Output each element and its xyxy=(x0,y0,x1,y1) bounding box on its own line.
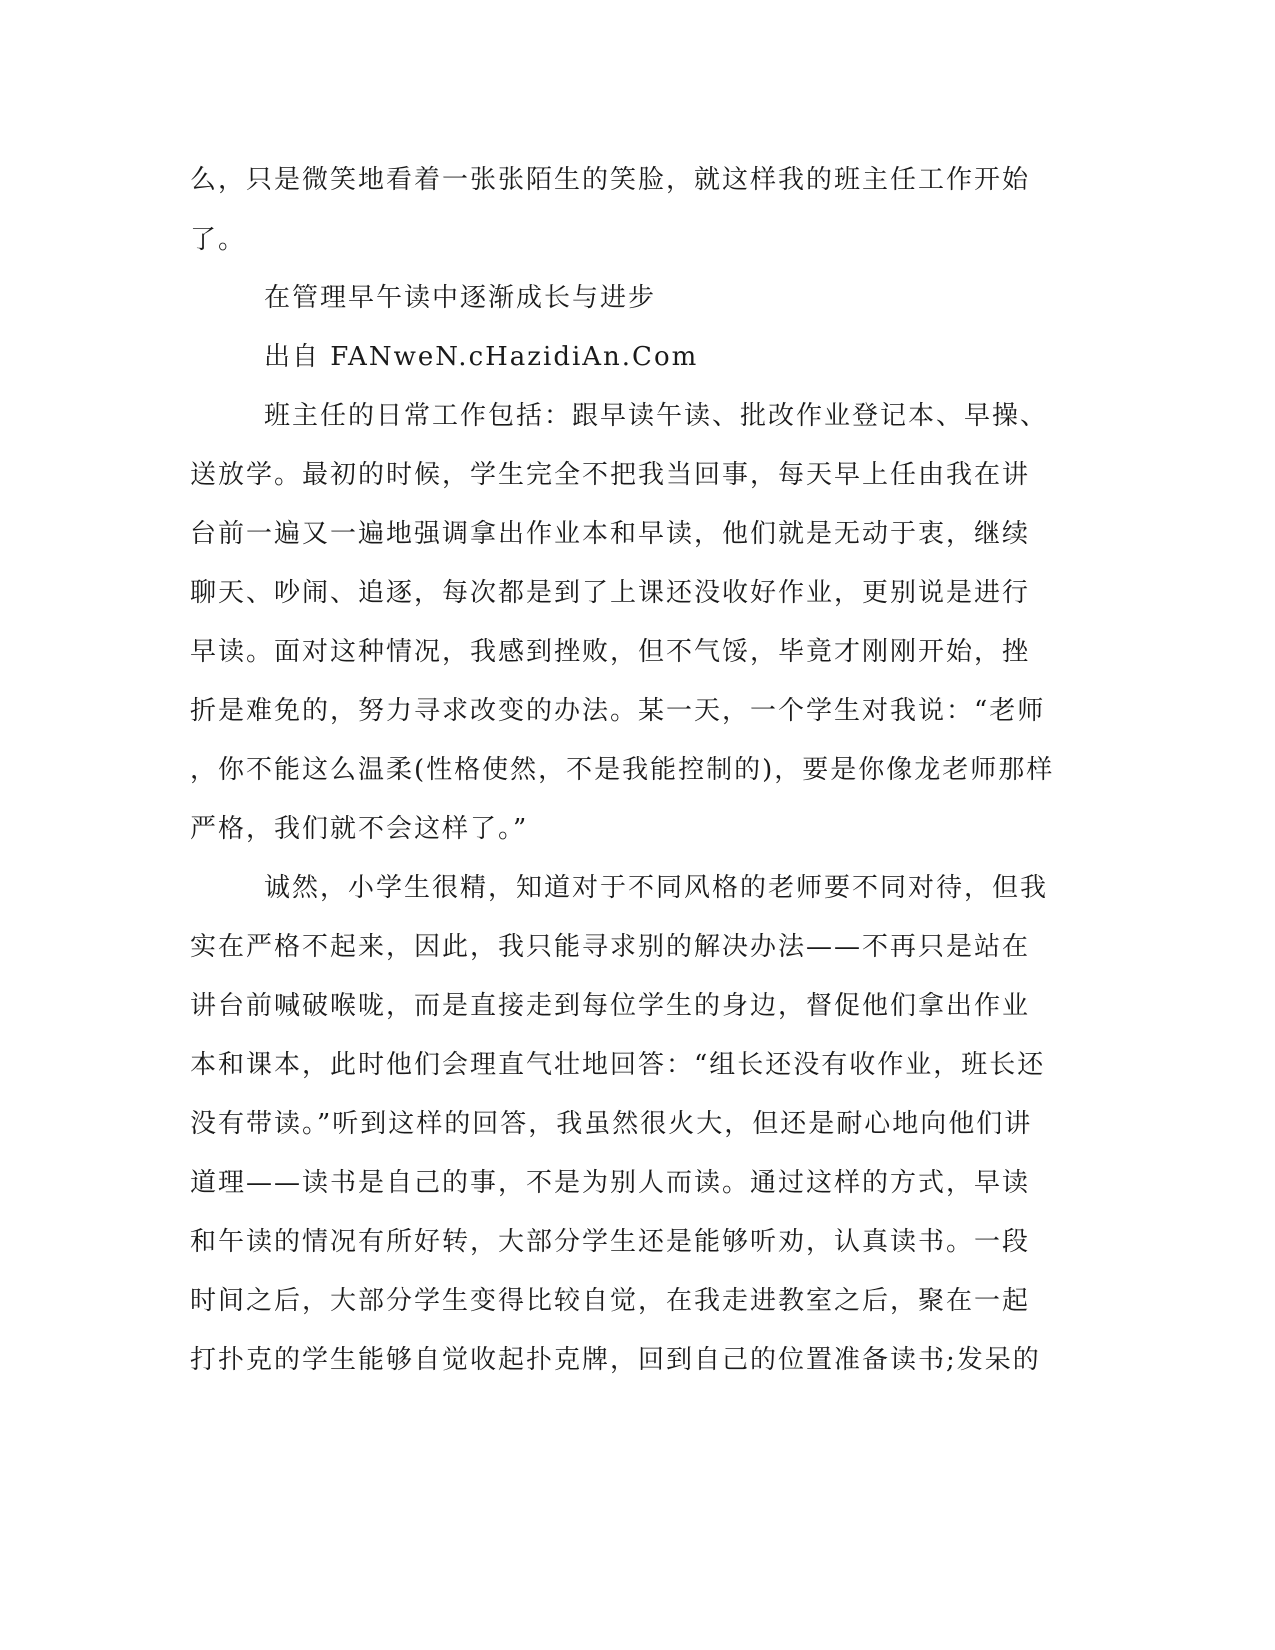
text-line: ，你不能这么温柔(性格使然，不是我能控制的)，要是你像龙老师那样 xyxy=(190,755,1055,785)
text-line: 了。 xyxy=(190,225,247,255)
section-heading: 在管理早午读中逐渐成长与进步 xyxy=(264,283,657,313)
text-line: 和午读的情况有所好转，大部分学生还是能够听劝，认真读书。一段 xyxy=(190,1227,1031,1257)
text-line: 早读。面对这种情况，我感到挫败，但不气馁，毕竟才刚刚开始，挫 xyxy=(190,637,1031,667)
text-line: 折是难免的，努力寻求改变的办法。某一天，一个学生对我说：“老师 xyxy=(190,696,1046,726)
text-line: 严格，我们就不会这样了。” xyxy=(190,814,529,844)
text-line: 么，只是微笑地看着一张张陌生的笑脸，就这样我的班主任工作开始 xyxy=(190,165,1031,195)
text-line: 本和课本，此时他们会理直气壮地回答：“组长还没有收作业，班长还 xyxy=(190,1050,1046,1080)
text-line: 诚然，小学生很精，知道对于不同风格的老师要不同对待，但我 xyxy=(264,873,1049,903)
text-line: 道理——读书是自己的事，不是为别人而读。通过这样的方式，早读 xyxy=(190,1168,1031,1198)
text-line: 实在严格不起来，因此，我只能寻求别的解决办法——不再只是站在 xyxy=(190,932,1031,962)
text-line: 没有带读。”听到这样的回答，我虽然很火大，但还是耐心地向他们讲 xyxy=(190,1109,1033,1139)
text-line: 时间之后，大部分学生变得比较自觉，在我走进教室之后，聚在一起 xyxy=(190,1286,1031,1316)
text-line: 打扑克的学生能够自觉收起扑克牌，回到自己的位置准备读书;发呆的 xyxy=(190,1345,1041,1375)
text-line: 班主任的日常工作包括：跟早读午读、批改作业登记本、早操、 xyxy=(264,401,1049,431)
text-line: 送放学。最初的时候，学生完全不把我当回事，每天早上任由我在讲 xyxy=(190,460,1031,490)
source-line: 出自 FANweN.cHazidiAn.Com xyxy=(264,342,699,372)
text-line: 聊天、吵闹、追逐，每次都是到了上课还没收好作业，更别说是进行 xyxy=(190,578,1031,608)
text-line: 台前一遍又一遍地强调拿出作业本和早读，他们就是无动于衷，继续 xyxy=(190,519,1031,549)
text-line: 讲台前喊破喉咙，而是直接走到每位学生的身边，督促他们拿出作业 xyxy=(190,991,1031,1021)
